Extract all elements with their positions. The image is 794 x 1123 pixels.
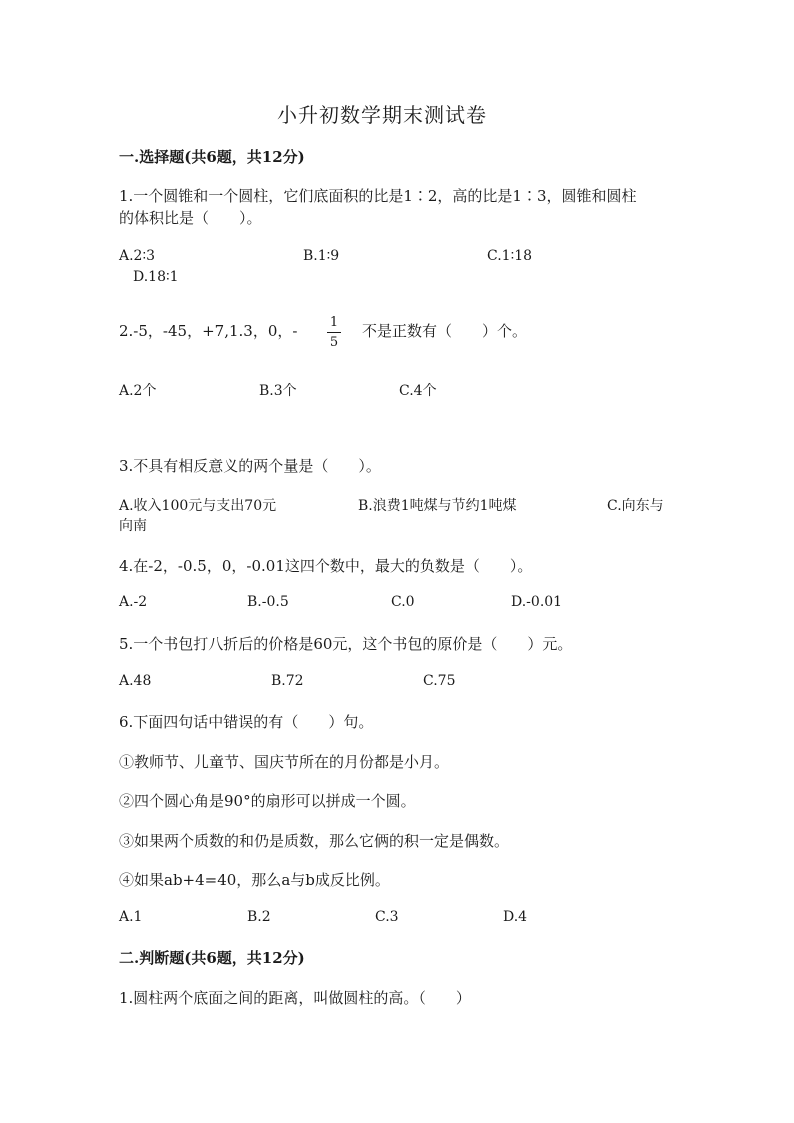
question-2-option-b[interactable]: B.3个 bbox=[259, 383, 297, 399]
question-6-option-b[interactable]: B.2 bbox=[247, 909, 271, 925]
question-6-option-d[interactable]: D.4 bbox=[503, 909, 528, 925]
question-4-text: 4.在-2，-0.5，0，-0.01这四个数中，最大的负数是（ ）。 bbox=[119, 557, 533, 575]
question-4-option-d[interactable]: D.-0.01 bbox=[511, 594, 563, 610]
question-4-option-c[interactable]: C.0 bbox=[391, 594, 415, 610]
question-6-statement-2: ②四个圆心角是90°的扇形可以拼成一个圆。 bbox=[119, 792, 416, 810]
page-title: 小升初数学期末测试卷 bbox=[277, 103, 487, 127]
question-3-text: 3.不具有相反意义的两个量是（ ）。 bbox=[119, 457, 381, 475]
question-4-option-a[interactable]: A.-2 bbox=[119, 594, 148, 610]
question-6-statement-4: ④如果ab+4=40，那么a与b成反比例。 bbox=[119, 871, 390, 889]
fraction-numerator: 1 bbox=[329, 315, 339, 330]
section-heading-choice: 一.选择题(共6题，共12分) bbox=[119, 148, 305, 166]
question-2-suffix: 不是正数有（ ）个。 bbox=[362, 322, 528, 340]
fraction-bar bbox=[327, 332, 341, 333]
question-6-option-c[interactable]: C.3 bbox=[375, 909, 399, 925]
fraction-denominator: 5 bbox=[329, 335, 339, 350]
question-3-option-a[interactable]: A.收入100元与支出70元 bbox=[119, 498, 277, 514]
question-2-option-a[interactable]: A.2个 bbox=[119, 383, 157, 399]
question-1-option-a[interactable]: A.2∶3 bbox=[119, 248, 156, 264]
question-1-option-c[interactable]: C.1∶18 bbox=[487, 248, 533, 264]
question-6-option-a[interactable]: A.1 bbox=[119, 909, 143, 925]
question-6-statement-3: ③如果两个质数的和仍是质数，那么它俩的积一定是偶数。 bbox=[119, 832, 510, 850]
question-2-option-c[interactable]: C.4个 bbox=[399, 383, 437, 399]
section-heading-true-false: 二.判断题(共6题，共12分) bbox=[119, 949, 305, 967]
question-5-option-b[interactable]: B.72 bbox=[271, 673, 304, 689]
question-1-option-b[interactable]: B.1∶9 bbox=[303, 248, 340, 264]
question-6-text: 6.下面四句话中错误的有（ ）句。 bbox=[119, 713, 374, 731]
question-1-line-2: 的体积比是（ ）。 bbox=[119, 209, 262, 227]
question-5-text: 5.一个书包打八折后的价格是60元，这个书包的原价是（ ）元。 bbox=[119, 635, 573, 653]
true-false-question-1: 1.圆柱两个底面之间的距离，叫做圆柱的高。（ ） bbox=[119, 989, 471, 1007]
question-6-statement-1: ①教师节、儿童节、国庆节所在的月份都是小月。 bbox=[119, 753, 450, 771]
question-2-fraction bbox=[327, 316, 341, 349]
question-1-option-d[interactable]: D.18∶1 bbox=[133, 269, 179, 285]
question-3-option-b[interactable]: B.浪费1吨煤与节约1吨煤 bbox=[358, 498, 517, 514]
question-1-line-1: 1.一个圆锥和一个圆柱，它们底面积的比是1∶2，高的比是1∶3，圆锥和圆柱 bbox=[119, 187, 637, 205]
question-3-option-c[interactable]: C.向东与 bbox=[607, 498, 664, 514]
question-5-option-c[interactable]: C.75 bbox=[423, 673, 456, 689]
question-5-option-a[interactable]: A.48 bbox=[119, 673, 152, 689]
question-4-option-b[interactable]: B.-0.5 bbox=[247, 594, 289, 610]
question-3-option-c-continued: 向南 bbox=[119, 518, 147, 534]
question-2-prefix: 2.-5，-45，+7,1.3，0，- bbox=[119, 322, 298, 340]
